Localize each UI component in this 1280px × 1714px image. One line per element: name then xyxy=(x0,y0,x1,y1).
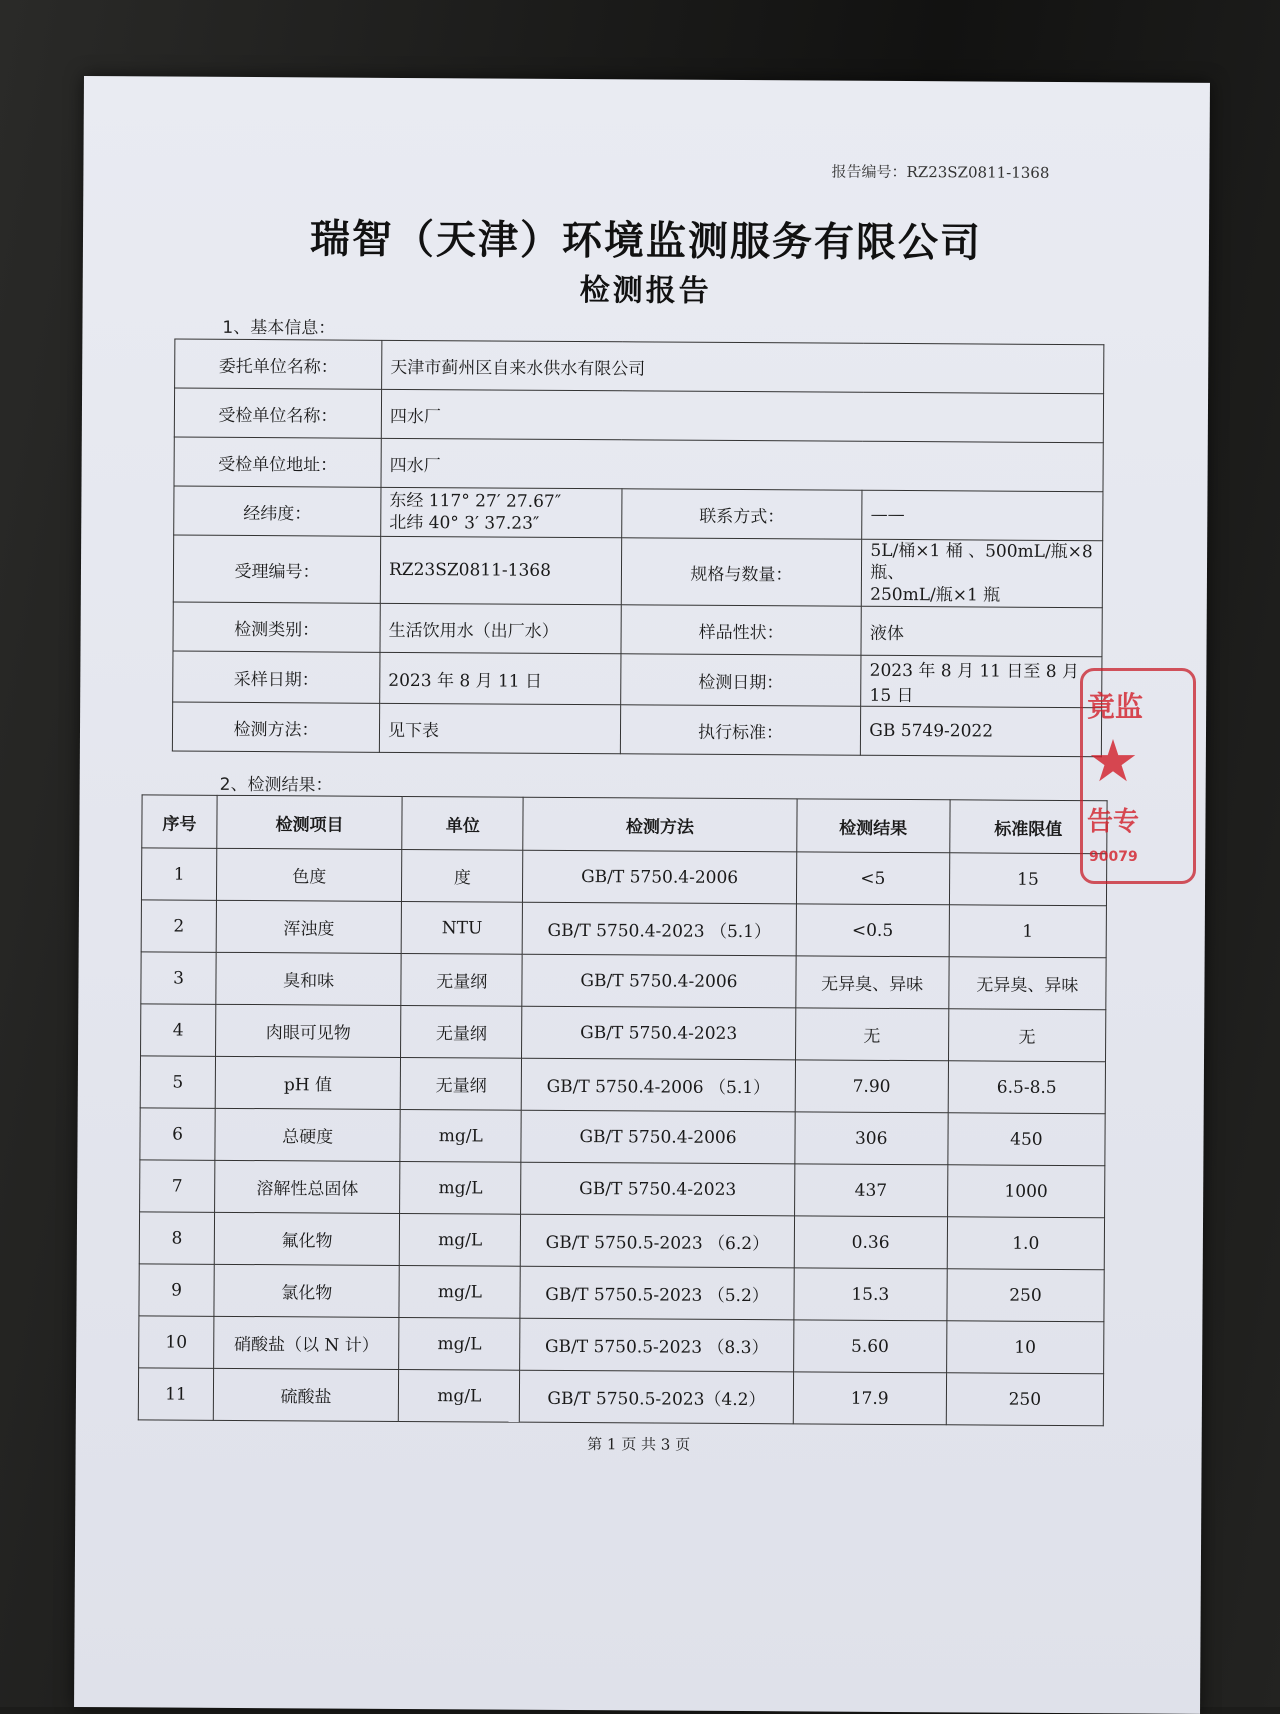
inspected-value: 四水厂 xyxy=(381,389,1103,442)
info-row-client xyxy=(175,339,1104,394)
header-result: 检测结果 xyxy=(796,799,949,853)
row-result: 15.3 xyxy=(794,1268,947,1321)
row-limit: 6.5-8.5 xyxy=(948,1061,1106,1114)
results-table xyxy=(138,794,1108,1426)
row-item: pH 值 xyxy=(215,1056,401,1109)
row-method: GB/T 5750.5-2023 （8.3） xyxy=(520,1318,794,1372)
row-method: GB/T 5750.5-2023（4.2） xyxy=(520,1370,794,1424)
longitude: 东经 117° 27′ 27.67″ xyxy=(389,490,562,512)
stamp-number: 90079 xyxy=(1089,849,1138,865)
info-row-accept xyxy=(173,535,1102,608)
sampling-date-value: 2023 年 8 月 11 日 xyxy=(380,652,621,704)
row-method: GB/T 5750.4-2023 xyxy=(522,1006,796,1060)
table-row xyxy=(140,1056,1105,1114)
row-limit: 250 xyxy=(946,1373,1104,1426)
row-no: 4 xyxy=(141,1004,216,1056)
coords-label: 经纬度： xyxy=(174,486,381,536)
row-item: 肉眼可见物 xyxy=(216,1004,402,1057)
row-unit: mg/L xyxy=(399,1265,520,1318)
document-title: 检测报告 xyxy=(579,273,712,309)
table-row xyxy=(140,1160,1105,1218)
row-no: 7 xyxy=(140,1160,215,1212)
row-limit: 1 xyxy=(949,905,1107,958)
row-result: 437 xyxy=(794,1164,947,1217)
row-result: 17.9 xyxy=(793,1372,946,1425)
section-results-heading: 2、检测结果： xyxy=(219,774,333,796)
row-method: GB/T 5750.4-2023 xyxy=(521,1162,795,1216)
row-method: GB/T 5750.4-2006 （5.1） xyxy=(522,1058,796,1112)
accept-no-label: 受理编号： xyxy=(173,535,380,603)
red-seal-stamp xyxy=(1080,668,1196,884)
row-no: 5 xyxy=(140,1056,215,1108)
row-unit: 无量纲 xyxy=(401,1005,522,1058)
category-label: 检测类别： xyxy=(173,602,380,652)
row-limit: 10 xyxy=(946,1321,1104,1374)
test-date-value: 2023 年 8 月 11 日至 8 月 15 日 xyxy=(861,655,1102,707)
results-header-row xyxy=(142,795,1107,854)
client-value: 天津市蓟州区自来水供水有限公司 xyxy=(382,340,1104,393)
row-limit: 450 xyxy=(948,1113,1106,1166)
row-unit: mg/L xyxy=(399,1317,520,1370)
header-unit: 单位 xyxy=(402,796,523,850)
row-limit: 1.0 xyxy=(947,1217,1105,1270)
row-item: 总硬度 xyxy=(215,1108,401,1161)
row-no: 1 xyxy=(141,848,216,900)
info-row-dates xyxy=(173,651,1102,708)
stamp-top-text: 竟监 xyxy=(1087,690,1144,723)
contact-label: 联系方式： xyxy=(621,489,862,539)
row-item: 臭和味 xyxy=(216,952,402,1005)
row-limit: 1000 xyxy=(947,1165,1105,1218)
header-limit: 标准限值 xyxy=(950,800,1108,854)
sample-value: 液体 xyxy=(861,606,1102,656)
row-unit: mg/L xyxy=(400,1109,521,1162)
star-icon: ★ xyxy=(1087,727,1139,795)
table-row xyxy=(141,1004,1106,1062)
method-value: 见下表 xyxy=(379,703,620,753)
row-result: 无异臭、异味 xyxy=(795,956,948,1009)
address-label: 受检单位地址： xyxy=(174,437,381,487)
row-no: 3 xyxy=(141,952,216,1004)
row-unit: 度 xyxy=(402,849,523,902)
method-label: 检测方法： xyxy=(172,702,379,752)
report-number: 报告编号：RZ23SZ0811-1368 xyxy=(831,162,1050,182)
row-item: 氯化物 xyxy=(214,1264,400,1317)
row-result: <5 xyxy=(796,852,949,905)
category-value: 生活饮用水（出厂水） xyxy=(380,603,621,653)
row-unit: mg/L xyxy=(399,1369,520,1422)
table-row xyxy=(139,1316,1104,1374)
table-row xyxy=(140,1108,1105,1166)
row-method: GB/T 5750.4-2006 xyxy=(523,850,797,904)
row-no: 8 xyxy=(139,1212,214,1264)
row-method: GB/T 5750.5-2023 （6.2） xyxy=(521,1214,795,1268)
info-row-method xyxy=(172,702,1101,757)
row-item: 色度 xyxy=(217,848,403,901)
row-limit: 无异臭、异味 xyxy=(949,957,1107,1010)
header-no: 序号 xyxy=(142,795,217,848)
row-unit: 无量纲 xyxy=(401,953,522,1006)
table-row xyxy=(141,848,1106,906)
row-limit: 250 xyxy=(947,1269,1105,1322)
row-unit: NTU xyxy=(401,901,522,954)
info-row-address xyxy=(174,437,1103,492)
row-method: GB/T 5750.4-2023 （5.1） xyxy=(523,902,797,956)
contact-value: —— xyxy=(862,490,1103,540)
spec-value xyxy=(862,539,1103,607)
row-method: GB/T 5750.4-2006 xyxy=(522,954,796,1008)
row-result: 306 xyxy=(795,1112,948,1165)
basic-info-table xyxy=(172,339,1105,758)
row-result: <0.5 xyxy=(796,904,949,957)
row-result: 0.36 xyxy=(794,1216,947,1269)
accept-no-value: RZ23SZ0811-1368 xyxy=(380,536,621,604)
company-name: 瑞智（天津）环境监测服务有限公司 xyxy=(309,216,983,267)
page-footer: 第 1 页 共 3 页 xyxy=(587,1435,691,1454)
row-result: 7.90 xyxy=(795,1060,948,1113)
row-method: GB/T 5750.4-2006 xyxy=(521,1110,795,1164)
row-limit: 15 xyxy=(949,853,1107,906)
row-no: 2 xyxy=(141,900,216,952)
client-label: 委托单位名称： xyxy=(175,339,382,389)
spec-line-1: 5L/桶×1 桶 、500mL/瓶×8 瓶、 xyxy=(870,540,1093,584)
standard-value: GB 5749-2022 xyxy=(861,706,1102,756)
row-no: 9 xyxy=(139,1264,214,1316)
row-item: 氟化物 xyxy=(214,1212,400,1265)
row-no: 11 xyxy=(138,1368,213,1420)
info-row-category xyxy=(173,602,1102,657)
row-result: 5.60 xyxy=(793,1320,946,1373)
row-item: 溶解性总固体 xyxy=(215,1160,401,1213)
stamp-mid-text: 告专 xyxy=(1087,807,1140,837)
row-result: 无 xyxy=(795,1008,948,1061)
latitude: 北纬 40° 3′ 37.23″ xyxy=(389,512,540,534)
row-method: GB/T 5750.5-2023 （5.2） xyxy=(520,1266,794,1320)
row-limit: 无 xyxy=(948,1009,1106,1062)
table-row xyxy=(141,952,1106,1010)
sample-label: 样品性状： xyxy=(621,605,862,655)
coords-value xyxy=(381,487,622,537)
table-row xyxy=(139,1264,1104,1322)
info-row-coords xyxy=(174,486,1103,541)
address-value: 四水厂 xyxy=(381,438,1103,491)
section-basic-info-heading: 1、基本信息： xyxy=(222,317,336,339)
row-unit: mg/L xyxy=(399,1213,520,1266)
results-body xyxy=(138,848,1106,1426)
row-item: 浑浊度 xyxy=(216,900,402,953)
info-row-inspected xyxy=(174,388,1103,443)
header-item: 检测项目 xyxy=(217,795,403,849)
spec-line-2: 250mL/瓶×1 瓶 xyxy=(870,584,1001,606)
spec-label: 规格与数量： xyxy=(621,538,862,606)
row-unit: mg/L xyxy=(400,1161,521,1214)
standard-label: 执行标准： xyxy=(620,705,861,755)
table-row xyxy=(139,1212,1104,1270)
row-no: 6 xyxy=(140,1108,215,1160)
sampling-date-label: 采样日期： xyxy=(173,651,380,703)
report-page xyxy=(74,76,1210,1714)
table-row xyxy=(141,900,1106,958)
table-row xyxy=(138,1368,1103,1426)
row-item: 硝酸盐（以 N 计） xyxy=(214,1316,400,1369)
test-date-label: 检测日期： xyxy=(620,654,861,706)
row-no: 10 xyxy=(139,1316,214,1368)
inspected-label: 受检单位名称： xyxy=(174,388,381,438)
header-method: 检测方法 xyxy=(523,797,797,852)
row-item: 硫酸盐 xyxy=(213,1368,399,1421)
row-unit: 无量纲 xyxy=(400,1057,521,1110)
